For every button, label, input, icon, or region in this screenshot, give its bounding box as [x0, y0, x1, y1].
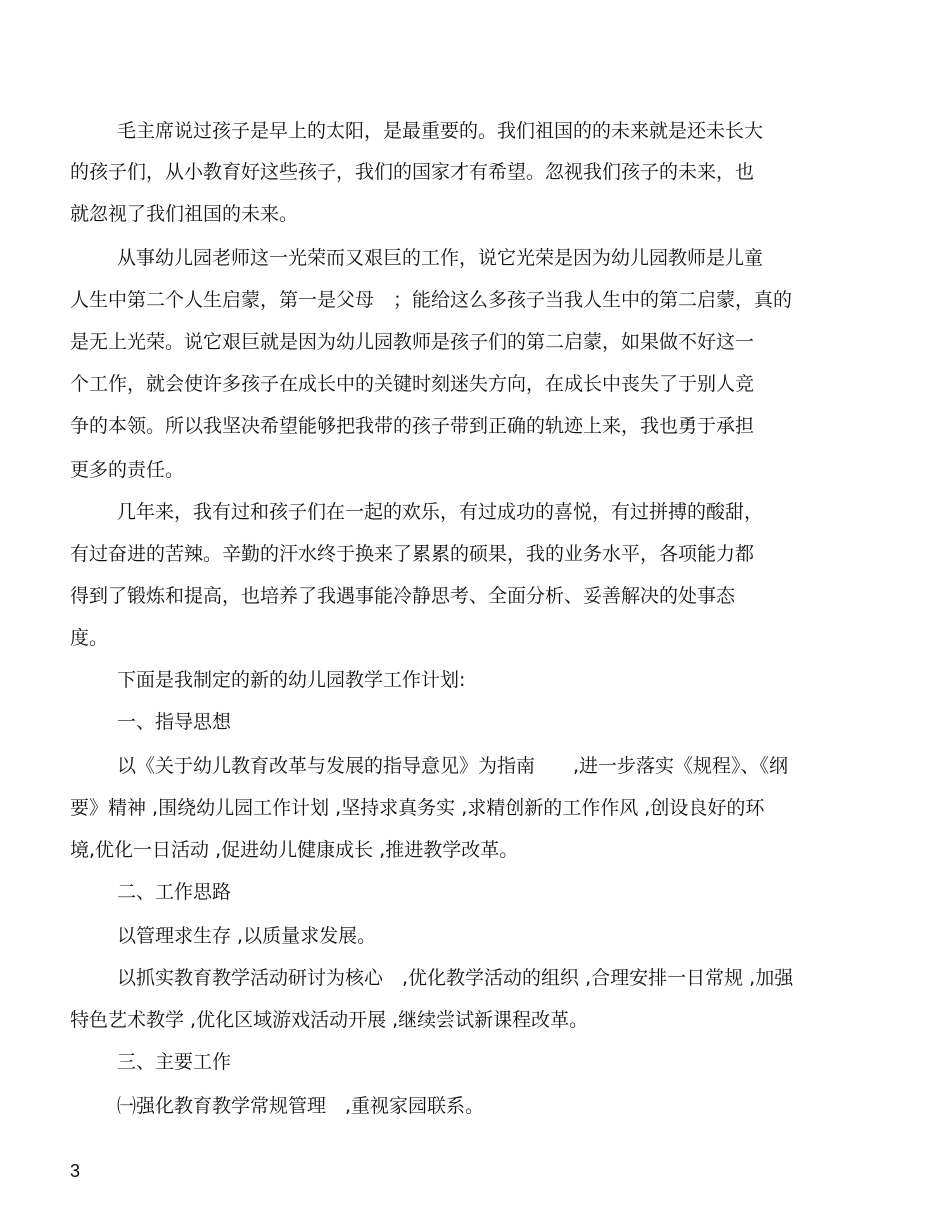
- plan-intro: 下面是我制定的新的幼儿园教学工作计划:: [117, 669, 466, 691]
- paragraph-2-line-6: 更多的责任。: [70, 459, 185, 481]
- section-1-line-2: 要》精神 ,围绕幼儿园工作计划 ,坚持求真务实 ,求精创新的工作作风 ,创设良好的环: [70, 797, 765, 819]
- section-heading-3: 三、主要工作: [117, 1051, 232, 1073]
- paragraph-2-line-2: 人生中第二个人生启蒙，第一是父母 ；能给这么多孩子当我人生中的第二启蒙，真的: [70, 289, 793, 311]
- paragraph-1-line-1: 毛主席说过孩子是早上的太阳，是最重要的。我们祖国的的未来就是还未长大: [117, 120, 764, 142]
- paragraph-2-line-4: 个工作，就会使许多孩子在成长中的关键时刻迷失方向，在成长中丧失了于别人竞: [70, 373, 755, 395]
- paragraph-3-line-1: 几年来，我有过和孩子们在一起的欢乐，有过成功的喜悦，有过拼搏的酸甜，: [117, 501, 764, 523]
- paragraph-2-line-1: 从事幼儿园老师这一光荣而又艰巨的工作，说它光荣是因为幼儿园教师是儿童: [117, 247, 764, 269]
- paragraph-3-line-2: 有过奋进的苦辣。辛勤的汗水终于换来了累累的硕果，我的业务水平，各项能力都: [70, 543, 755, 565]
- section-2-line-3: 特色艺术教学 ,优化区域游戏活动开展 ,继续尝试新课程改革。: [70, 1009, 589, 1031]
- paragraph-3-line-3: 得到了锻炼和提高，也培养了我遇事能冷静思考、全面分析、妥善解决的处事态: [70, 585, 736, 607]
- section-heading-1: 一、指导思想: [117, 711, 232, 733]
- section-1-line-3: 境,优化一日活动 ,促进幼儿健康成长 ,推进教学改革。: [70, 839, 519, 861]
- paragraph-2-line-5: 争的本领。所以我坚决希望能够把我带的孩子带到正确的轨迹上来，我也勇于承担: [70, 415, 755, 437]
- section-1-line-1: 以《关于幼儿教育改革与发展的指导意见》为指南 ,进一步落实《规程》、《纲: [117, 755, 789, 777]
- paragraph-3-line-4: 度。: [70, 627, 109, 649]
- paragraph-1-line-3: 就忽视了我们祖国的未来。: [70, 203, 299, 225]
- page-number: 3: [70, 1161, 81, 1181]
- section-heading-2: 二、工作思路: [117, 881, 232, 903]
- section-2-line-1: 以管理求生存 ,以质量求发展。: [117, 925, 377, 947]
- section-2-line-2: 以抓实教育教学活动研讨为核心 ,优化教学活动的组织 ,合理安排一日常规 ,加强: [117, 967, 794, 989]
- section-3-line-1: ㈠强化教育教学常规管理 ,重视家园联系。: [117, 1095, 485, 1117]
- paragraph-2-line-3: 是无上光荣。说它艰巨就是因为幼儿园教师是孩子们的第二启蒙，如果做不好这一: [70, 331, 755, 353]
- paragraph-1-line-2: 的孩子们，从小教育好这些孩子，我们的国家才有希望。忽视我们孩子的未来，也: [70, 161, 755, 183]
